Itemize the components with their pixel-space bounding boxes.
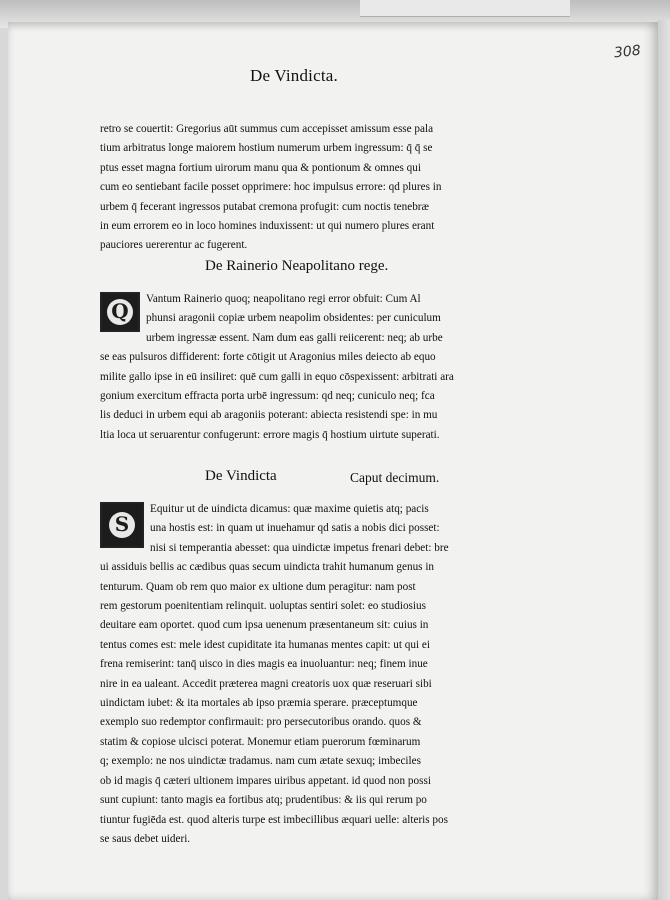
section-2-text [100, 290, 510, 445]
text-line: sunt cupiunt: tanto magis ea fortibus atq; prudentibus: & iis qui rerum po [100, 794, 427, 807]
heading-caput-decimum: Caput decimum. [350, 470, 440, 485]
text-line: milite gallo ipse in eū insiliret: quē cum galli in equo cōspexissent: arbitrati ara [100, 370, 454, 383]
scan-top-tab [360, 0, 570, 17]
text-line: exemplo suo redemptor confirmauit: pro persecutoribus orando. quos & [100, 716, 422, 729]
text-line: pauciores uererentur ac fugerent. [100, 239, 248, 252]
text-line: deuitare eam oportet. quod cum ipsa uenenum præsentaneum sit: cuius in [100, 619, 429, 632]
text-line: retro se couertit: Gregorius aūt summus cum accepisset amissum esse pala [100, 123, 434, 135]
text-line: rem gestorum poenitentiam relinquit. uoluptas sentiri solet: eo studiosius [100, 600, 426, 613]
initial-letter: S [109, 512, 135, 538]
text-line: q; exemplo: ne nos uindictæ tradamus. nam cum ætate sexuq; imbeciles [100, 755, 421, 768]
heading-de-vindicta: De Vindicta [205, 468, 277, 484]
text-line: se saus debet uideri. [100, 832, 191, 845]
text-line: phunsi aragonii copiæ urbem neapolim obsidentes: per cuniculum [146, 312, 441, 325]
text-line: ltia loca ut seruarentur confugerunt: errore magis q̄ hostium uirtute superati. [100, 428, 440, 441]
text-line: nisi si temperantia abesset: qua uindictæ impetus frenari debet: bre [150, 541, 449, 554]
text-line: in eum errorem eo in loco homines induxissent: ut qui numero plures erant [100, 220, 435, 233]
decorated-initial [100, 292, 140, 332]
text-line: cum eo sentiebant facile posset opprimere: hoc impulsus errore: qd plures in [100, 181, 442, 194]
section-3-text [100, 500, 510, 849]
text-line: frena remiserint: tanq̄ uisco in dies magis ea inuoluantur: neq; finem inue [100, 658, 428, 671]
text-line: lis deduci in urbem equi ab aragoniis poterant: abiecta resistendi spe: in mu [100, 409, 438, 422]
text-line: statim & copiose ulcisci poterat. Monemur etiam puerorum fœminarum [100, 735, 421, 748]
text-line: tium arbitratus longe maiorem hostium numerum urbem ingressum: q̄ q̄ se [100, 142, 433, 155]
text-line: nire in ea ualeant. Accedit præterea magni creatoris uox quæ reseruari sibi [100, 677, 432, 690]
text-line: ptus esset magna fortium uirorum manu qua & pontionum & omnes qui [100, 161, 421, 174]
decorated-initial [100, 502, 144, 548]
text-line: tenturum. Quam ob rem quo maior ex ultione dum peragitur: nam post [100, 580, 416, 593]
text-line: ob id magis q̄ cæteri ultionem impares uiribus appetant. id quod non possi [100, 774, 431, 787]
text-line: Equitur ut de uindicta dicamus: quæ maxime quietis atq; pacis [150, 503, 429, 515]
page-right-edge [658, 20, 670, 900]
text-line: ui assiduis bellis ac cædibus quas secum uindicta trahit humanum genus in [100, 561, 435, 574]
section-1-text [100, 120, 510, 256]
text-line: gonium exercitum effracta porta urbē ingressum: qd neq; cuniculo neq; fca [100, 390, 435, 403]
text-line: urbem q̄ fecerant ingressos putabat cremona profugit: cum noctis tenebræ [100, 200, 429, 213]
text-line: Vantum Rainerio quoq; neapolitano regi error obfuit: Cum Al [146, 293, 421, 305]
text-line: se eas pulsuros diffiderent: forte cōtigit ut Aragonius miles deiecto ab equo [100, 351, 436, 364]
heading-de-rainerio: De Rainerio Neapolitano rege. [205, 258, 389, 274]
text-line: uindictam iubet: & ita mortales ab ipso præmia sperare. præceptumque [100, 697, 418, 710]
folio-number: 308 [613, 42, 642, 62]
initial-letter: Q [107, 299, 133, 325]
text-line: urbem ingressæ essent. Nam dum eas galli reiicerent: neq; ab urbe [146, 331, 443, 344]
text-line: una hostis est: in quam ut inuehamur qd satis a nobis dici posset: [150, 522, 440, 535]
text-line: tiuntur fugiēda est. quod alteris turpe est imbecillibus æquari uelle: alteris pos [100, 813, 448, 826]
running-head: De Vindicta. [250, 66, 338, 85]
text-line: tentus comes est: mele idest cupiditate ita humanas mentes capit: ut qui ei [100, 638, 430, 651]
